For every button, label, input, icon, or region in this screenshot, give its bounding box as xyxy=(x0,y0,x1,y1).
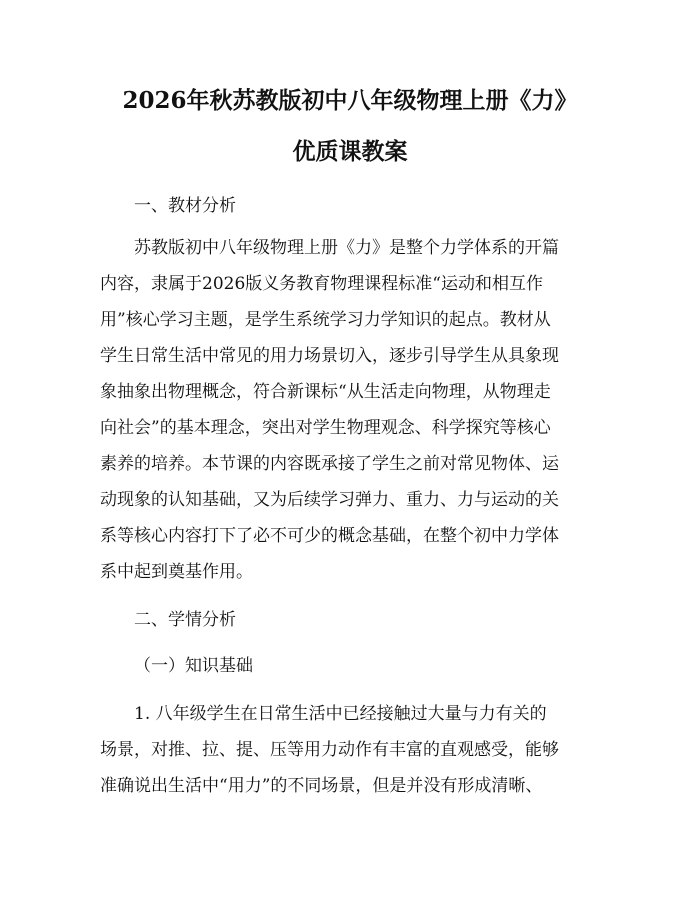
paragraph-line: 素养的培养。本节课的内容既承接了学生之前对常见物体、运 xyxy=(100,454,559,474)
subsection-heading-knowledge-basis: （一）知识基础 xyxy=(134,656,253,676)
paragraph-line: 场景，对推、拉、提、压等用力动作有丰富的直观感受，能够 xyxy=(100,740,559,760)
paragraph-line: 准确说出生活中“用力”的不同场景，但是并没有形成清晰、 xyxy=(100,776,543,796)
section-heading-learner-analysis: 二、学情分析 xyxy=(134,610,236,630)
paragraph-line: 苏教版初中八年级物理上册《力》是整个力学体系的开篇 xyxy=(134,238,559,258)
paragraph-line: 用”核心学习主题，是学生系统学习力学知识的起点。教材从 xyxy=(100,310,551,330)
paragraph-line: 系等核心内容打下了必不可少的概念基础，在整个初中力学体 xyxy=(100,526,559,546)
paragraph-line: 象抽象出物理概念，符合新课标“从生活走向物理，从物理走 xyxy=(100,382,551,402)
paragraph-line: 向社会”的基本理念，突出对学生物理观念、科学探究等核心 xyxy=(100,418,551,438)
paragraph-line: 学生日常生活中常见的用力场景切入，逐步引导学生从具象现 xyxy=(100,346,559,366)
paragraph-textbook-analysis xyxy=(100,230,600,590)
section-heading-textbook-analysis: 一、教材分析 xyxy=(134,196,236,216)
paragraph-line: 内容，隶属于2026版义务教育物理课程标准“运动和相互作 xyxy=(100,274,543,294)
paragraph-line: 动现象的认知基础，又为后续学习弹力、重力、力与运动的关 xyxy=(100,490,559,510)
document-title-line-1: 2026年秋苏教版初中八年级物理上册《力》 xyxy=(122,87,578,114)
paragraph-line: 系中起到奠基作用。 xyxy=(100,562,253,582)
document-title-line-2: 优质课教案 xyxy=(292,138,408,165)
paragraph-line: 1. 八年级学生在日常生活中已经接触过大量与力有关的 xyxy=(134,704,547,724)
list-item-1 xyxy=(100,696,600,804)
